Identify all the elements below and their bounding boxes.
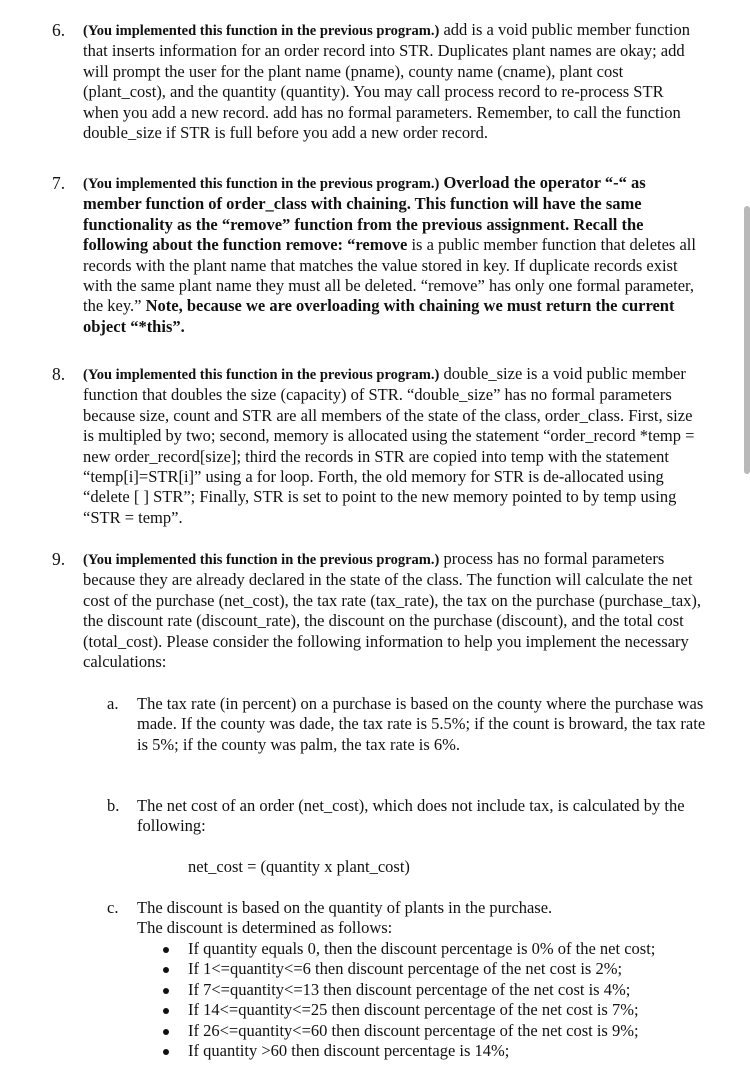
subitem-letter: a.	[107, 694, 119, 713]
item-lead: (You implemented this function in the previous program.)	[83, 367, 440, 383]
bullet-icon	[163, 947, 169, 953]
item-text	[83, 549, 703, 672]
item-lead: (You implemented this function in the previous program.)	[83, 176, 440, 192]
list-item-text: If 7<=quantity<=13 then discount percentage of the net cost is 4%;	[188, 979, 631, 999]
item-bold-body: Overload the operator “-“ as member function of order_class with chaining. This function will have the same functionality as the “remove” function from the previous assignment. Recall the following about the function remove: “remove	[83, 173, 646, 255]
net-cost-formula: net_cost = (quantity x plant_cost)	[188, 857, 410, 876]
bullet-icon	[163, 967, 169, 973]
discount-rules-list	[160, 939, 720, 1061]
list-item	[160, 1041, 720, 1061]
list-item-text: If quantity equals 0, then the discount percentage is 0% of the net cost;	[188, 939, 656, 958]
item-text	[83, 173, 703, 337]
list-item-text: If quantity >60 then discount percentage is 14%;	[188, 1041, 510, 1061]
subitem-text: The net cost of an order (net_cost), which does not include tax, is calculated by the following:	[137, 796, 685, 836]
vertical-scrollbar[interactable]	[744, 206, 750, 474]
list-item	[160, 959, 720, 979]
subitem-letter: b.	[107, 796, 120, 815]
item-text	[83, 364, 703, 528]
list-item	[160, 1021, 720, 1041]
item-text	[83, 20, 703, 143]
item-number: 6.	[52, 20, 66, 40]
bullet-icon	[163, 1049, 169, 1055]
item-lead: (You implemented this function in the previous program.)	[83, 552, 440, 568]
bullet-icon	[163, 1029, 169, 1035]
item-number: 9.	[52, 549, 66, 569]
item-number: 8.	[52, 364, 66, 384]
item-bold-tail: Note, because we are overloading with chaining we must return the current object “*this”.	[83, 296, 675, 336]
item-body: is a public member function that deletes all records with the plant name that matches the value stored in key. If duplicate records exist with the same plant name they must all be deleted. “remove” has only one formal parameter, the key.”	[83, 235, 696, 316]
item-lead: (You implemented this function in the previous program.)	[83, 23, 440, 39]
bullet-icon	[163, 1008, 169, 1014]
list-item	[160, 980, 720, 1000]
bullet-icon	[163, 988, 169, 994]
list-item	[160, 939, 720, 959]
subitem-text-line-2: The discount is determined as follows:	[137, 918, 393, 937]
subitem-letter: c.	[107, 898, 119, 917]
item-body: process has no formal parameters because they are already declared in the state of the class. The function will calculate the net cost of the purchase (net_cost), the tax rate (tax_rate), the tax on the purchase (purchase_tax), the discount rate (discount_rate), the discount on the purchase (discount), and the total cost (total_cost). Please consider the following information to help you implement the necessary calculations:	[83, 549, 702, 672]
item-number: 7.	[52, 173, 66, 193]
list-item	[160, 1000, 720, 1020]
subitem-text-line-1: The discount is based on the quantity of plants in the purchase.	[137, 898, 553, 917]
subitem-text: The tax rate (in percent) on a purchase is based on the county where the purchase was made. If the county was dade, the tax rate is 5.5%; if the count is broward, the tax rate is 5%; if the county was palm, the tax rate is 6%.	[137, 694, 706, 754]
list-item-text: If 14<=quantity<=25 then discount percentage of the net cost is 7%;	[188, 1000, 639, 1020]
item-body: add is a void public member function that inserts information for an order record into STR. Duplicates plant names are okay; add will prompt the user for the plant name (pname), county name (cname), plant cost (plant_cost), and the quantity (quantity). You may call process record to re-process STR when you add a new record. add has no formal parameters. Remember, to call the function double_size if STR is full before you add a new order record.	[83, 20, 690, 143]
list-item-text: If 26<=quantity<=60 then discount percentage of the net cost is 9%;	[188, 1020, 639, 1040]
item-body: double_size is a void public member function that doubles the size (capacity) of STR. “double_size” has no formal parameters because size, count and STR are all members of the state of the class, order_class. First, size is multipled by two; second, memory is allocated using the statement “order_record *temp = new order_record[size]; third the records in STR are copied into temp with the statement “temp[i]=STR[i]” using a for loop. Forth, the old memory for STR is de-allocated using “delete [ ] STR”; Finally, STR is set to point to the new memory pointed to by temp using “STR = temp”.	[83, 364, 695, 527]
list-item-text: If 1<=quantity<=6 then discount percentage of the net cost is 2%;	[188, 959, 623, 979]
